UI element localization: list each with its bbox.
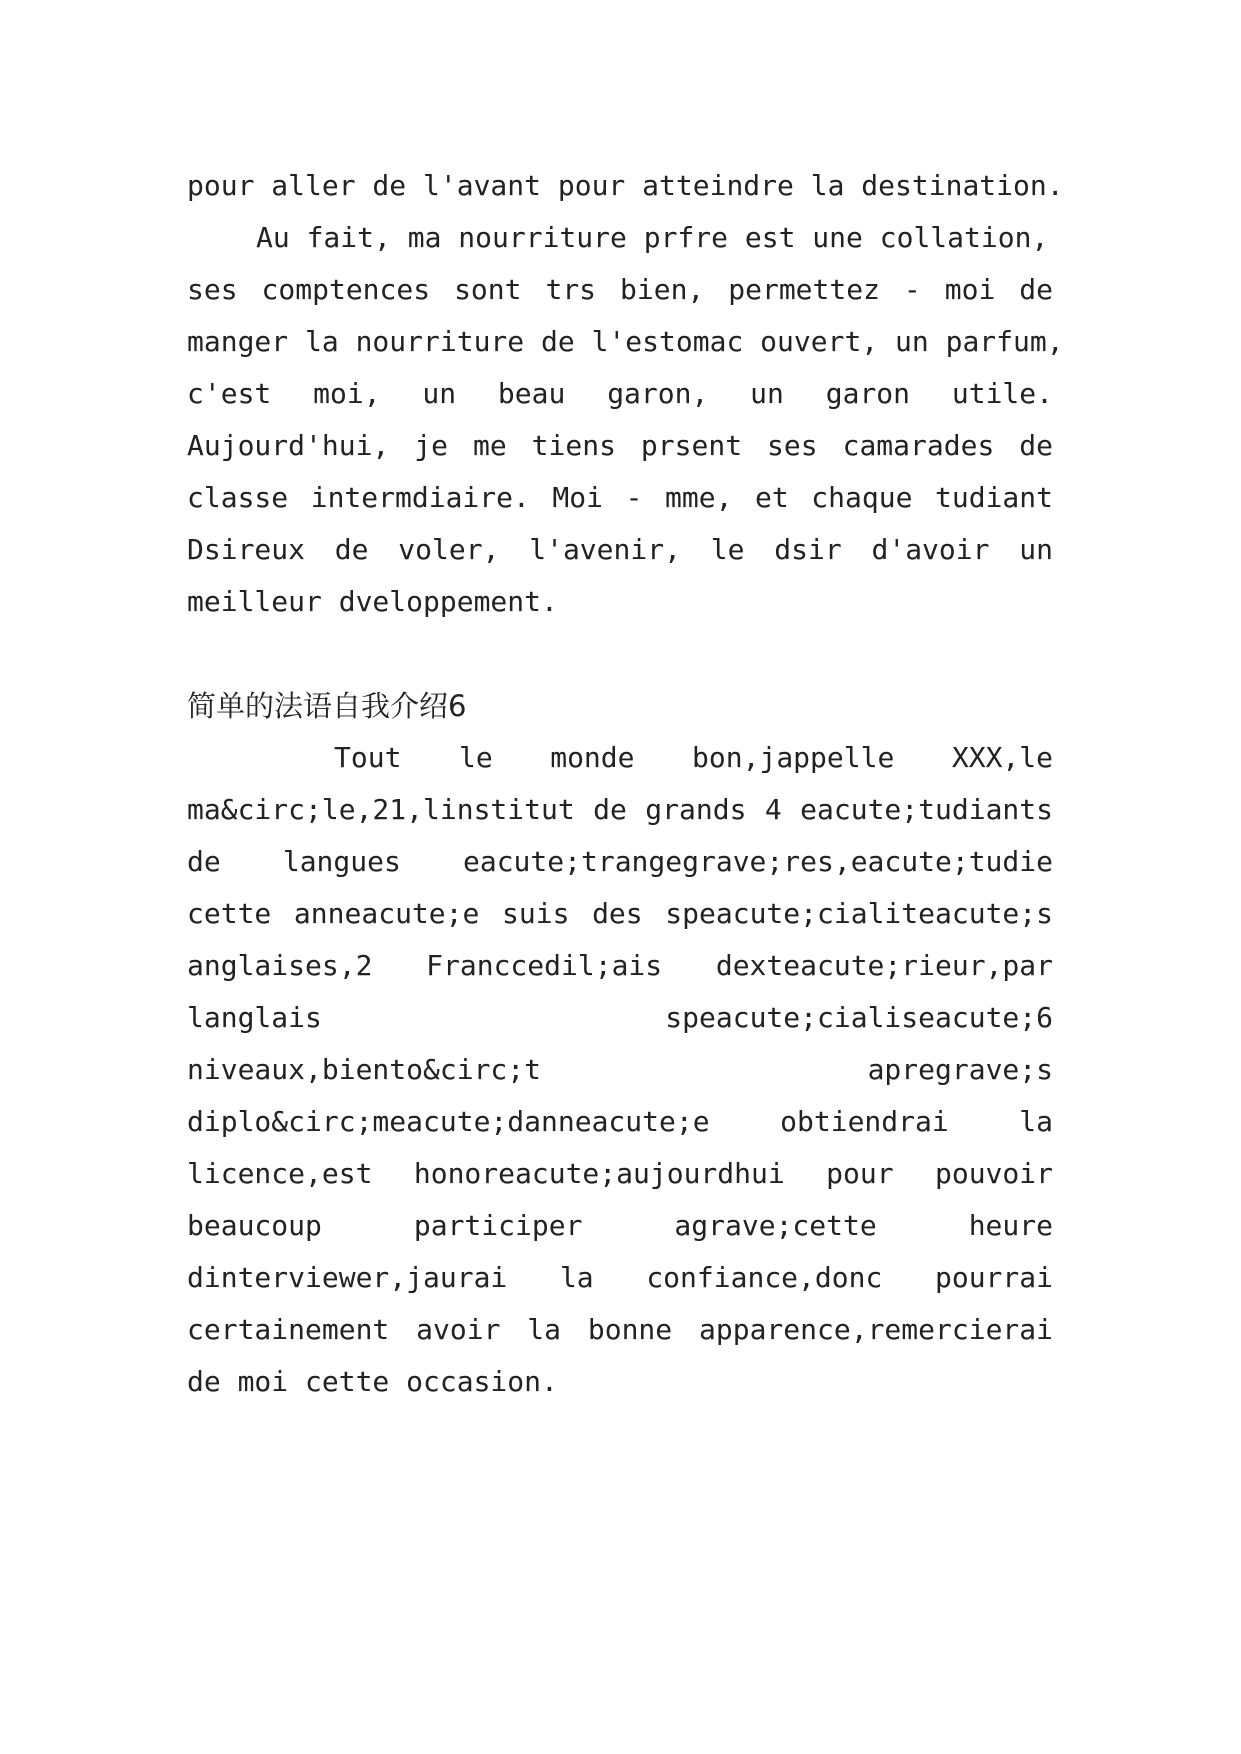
paragraph-line: Tout le monde bon,jappelle XXX,le	[334, 741, 1053, 774]
paragraph-line: langlais speacute;cialiseacute;6	[187, 1001, 1053, 1034]
section-heading: 简单的法语自我介绍6	[187, 689, 467, 723]
paragraph-line: meilleur dveloppement.	[187, 585, 558, 618]
paragraph-line: c'est moi, un beau garon, un garon utile.	[187, 377, 1053, 410]
paragraph-line: beaucoup participer agrave;cette heure	[187, 1209, 1053, 1242]
paragraph-line: manger la nourriture de l'estomac ouvert, un parfum,	[187, 325, 1064, 358]
paragraph-line: dinterviewer,jaurai la confiance,donc pourrai	[187, 1261, 1053, 1294]
paragraph-line: pour aller de l'avant pour atteindre la destination.	[187, 169, 1064, 202]
paragraph-line: classe intermdiaire. Moi - mme, et chaque tudiant	[187, 481, 1053, 514]
paragraph-line: ses comptences sont trs bien, permettez - moi de	[187, 273, 1053, 306]
paragraph-line: Au fait, ma nourriture prfre est une collation,	[256, 221, 1049, 254]
paragraph-line: Aujourd'hui, je me tiens prsent ses camarades de	[187, 429, 1053, 462]
paragraph-line: licence,est honoreacute;aujourdhui pour pouvoir	[187, 1157, 1053, 1190]
paragraph-line: niveaux,biento&circ;t apregrave;s	[187, 1053, 1053, 1086]
paragraph-line: diplo&circ;meacute;danneacute;e obtiendrai la	[187, 1105, 1053, 1138]
paragraph-line: ma&circ;le,21,linstitut de grands 4 eacute;tudiants	[187, 793, 1053, 826]
paragraph-line: de moi cette occasion.	[187, 1365, 558, 1398]
paragraph-line: Dsireux de voler, l'avenir, le dsir d'avoir un	[187, 533, 1053, 566]
paragraph-line: de langues eacute;trangegrave;res,eacute;tudie	[187, 845, 1053, 878]
paragraph-line: cette anneacute;e suis des speacute;cialiteacute;s	[187, 897, 1053, 930]
paragraph-line: certainement avoir la bonne apparence,remercierai	[187, 1313, 1053, 1346]
paragraph-line: anglaises,2 Franccedil;ais dexteacute;rieur,par	[187, 949, 1053, 982]
